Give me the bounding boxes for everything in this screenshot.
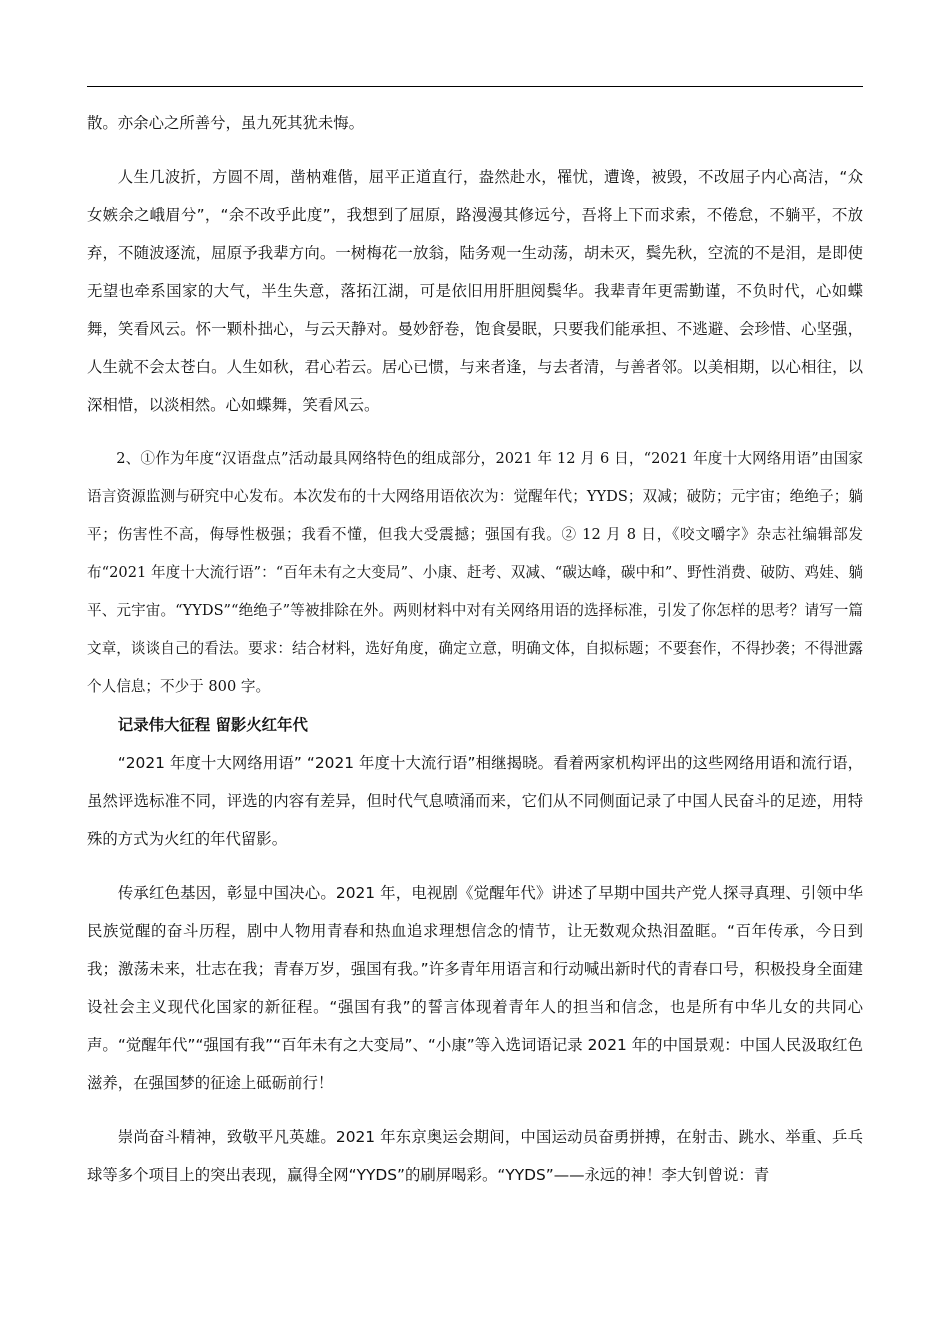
essay-title: 记录伟大征程 留影火红年代 (117, 716, 308, 734)
document-body (87, 104, 863, 1194)
paragraph-essay-prompt: 2、①作为年度“汉语盘点”活动最具网络特色的组成部分，2021 年 12 月 6 日，“2021 年度十大网络用语”由国家语言资源监测与研究中心发布。本次发布的十大网络用语依次为：觉醒年代；YYDS；双减；破防；元宇宙；绝绝子；躺平；伤害性不高，侮辱性极强；我看不懂，但我大受震撼；强国有我。② 12 月 8 日，《咬文嚼字》杂志社编辑部发布“2021 年度十大流行语”：“百年未有之大变局”、小康、赶考、双减、“碳达峰，碳中和”、野性消费、破防、鸡娃、躺平、元宇宙。“YYDS”“绝绝子”等被排除在外。两则材料中对有关网络用语的选择标准，引发了你怎样的思考？请写一篇文章，谈谈自己的看法。要求：结合材料，选好角度，确定立意，明确文体，自拟标题；不要套作，不得抄袭；不得泄露个人信息；不少于 800 字。 (87, 450, 863, 695)
header-rule (87, 86, 863, 87)
paragraph-struggle-spirit: 崇尚奋斗精神，致敬平凡英雄。2021 年东京奥运会期间，中国运动员奋勇拼搏，在射击、跳水、举重、乒乓球等多个项目上的突出表现，赢得全网“YYDS”的刷屏喝彩。“YYDS”——永远的神！李大钊曾说：青 (87, 1128, 863, 1184)
paragraph-life-reflection: 人生几波折，方圆不周，凿枘难偕，屈平正道直行，盎然赴水，罹忧，遭谗，被毁，不改屈子内心高洁，“众女嫉余之峨眉兮”，“余不改乎此度”，我想到了屈原，路漫漫其修远兮，吾将上下而求索，不倦怠，不躺平，不放弃，不随波逐流，屈原予我辈方向。一树梅花一放翁，陆务观一生动荡，胡未灭，鬓先秋，空流的不是泪，是即使无望也牵系国家的大气，半生失意，落拓江湖，可是依旧用肝胆阅鬓华。我辈青年更需勤谨，不负时代，心如蝶舞，笑看风云。怀一颗朴拙心，与云天静对。曼妙舒卷，饱食晏眠，只要我们能承担、不逃避、会珍惜、心坚强，人生就不会太苍白。人生如秋，君心若云。居心已惯，与来者逢，与去者清，与善者邻。以美相期，以心相往，以深相惜，以淡相然。心如蝶舞，笑看风云。 (87, 168, 863, 414)
paragraph-red-gene: 传承红色基因，彰显中国决心。2021 年，电视剧《觉醒年代》讲述了早期中国共产党人探寻真理、引领中华民族觉醒的奋斗历程，剧中人物用青春和热血追求理想信念的情节，让无数观众热泪盈眶。“百年传承，今日到我；激荡未来，壮志在我；青春万岁，强国有我。”许多青年用语言和行动喊出新时代的青春口号，积极投身全面建设社会主义现代化国家的新征程。“强国有我”的誓言体现着青年人的担当和信念，也是所有中华儿女的共同心声。“觉醒年代”“强国有我”“百年未有之大变局”、“小康”等入选词语记录 2021 年的中国景观：中国人民汲取红色滋养，在强国梦的征途上砥砺前行！ (87, 884, 863, 1092)
paragraph-essay-intro: “2021 年度十大网络用语” “2021 年度十大流行语”相继揭晓。看着两家机构评出的这些网络用语和流行语，虽然评选标准不同，评选的内容有差异，但时代气息喷涌而来，它们从不同侧面记录了中国人民奋斗的足迹，用特殊的方式为火红的年代留影。 (87, 754, 863, 848)
paragraph-poem-end: 散。亦余心之所善兮，虽九死其犹未悔。 (87, 114, 365, 132)
